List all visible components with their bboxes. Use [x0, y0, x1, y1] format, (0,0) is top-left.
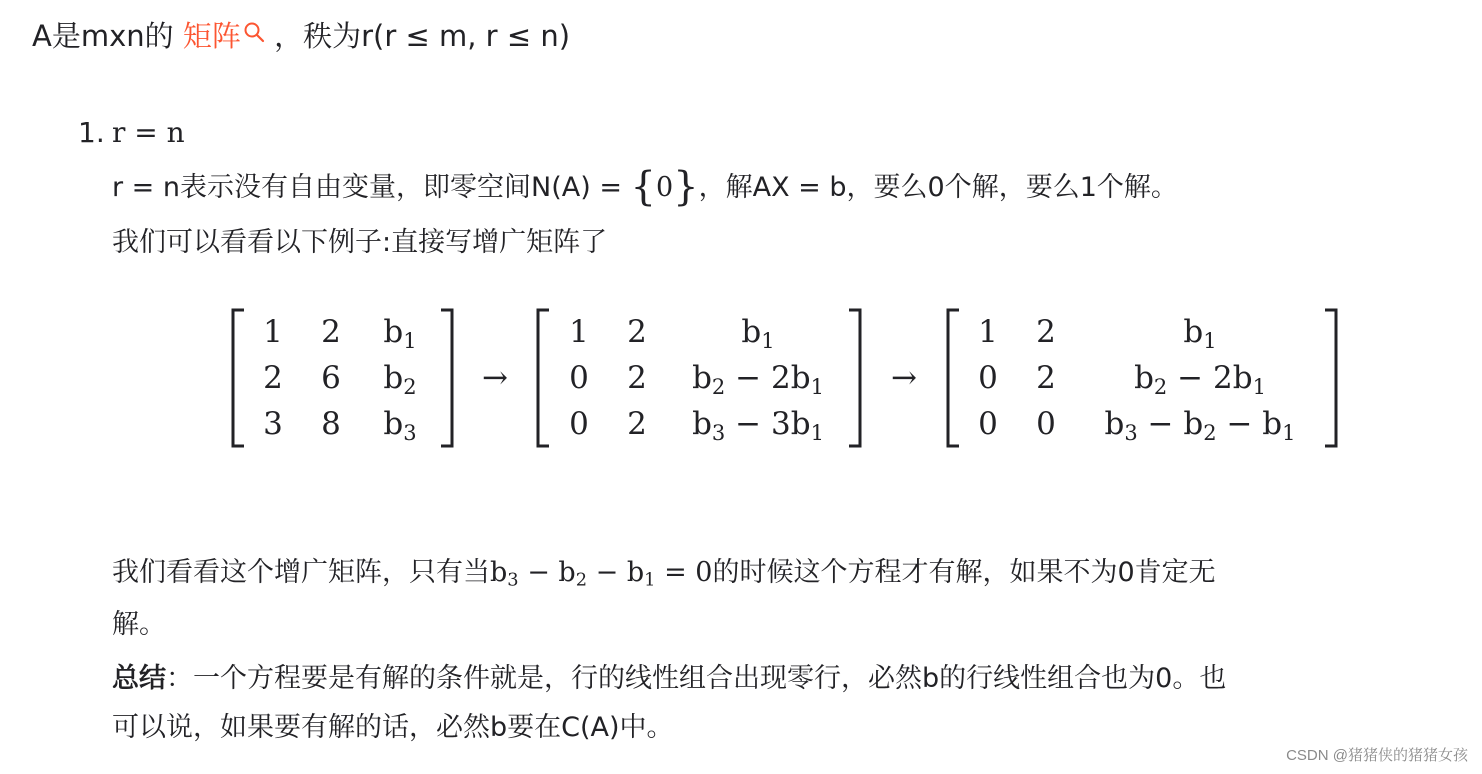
- matrix2-cell-r2c1: 0: [569, 360, 589, 396]
- arrow-1: →: [482, 360, 508, 396]
- para3-text-a: 我们看看这个增广矩阵，只有当: [112, 557, 490, 588]
- matrix2-cell-r3c2: 2: [627, 406, 647, 442]
- matrix1-cell-r1c3: b1: [383, 314, 417, 353]
- para3-text-b: 的时候这个方程才有解，如果不为0肯定无: [712, 557, 1216, 588]
- paragraph-condition-line1: [112, 550, 1216, 589]
- para1-text-a: r = n表示没有自由变量，即零空间N(A) =: [112, 172, 631, 203]
- matrix1-right-bracket: [441, 310, 452, 446]
- summary-text-a: ：一个方程要是有解的条件就是，行的线性组合出现零行，必然b的行线性组合也为0。也: [166, 663, 1227, 694]
- matrix1-cell-r3c2: 8: [321, 406, 341, 442]
- matrix3-left-bracket: [948, 310, 959, 446]
- matrix1-cell-r3c3: b3: [383, 406, 417, 445]
- matrix2-left-bracket: [538, 310, 549, 446]
- matrix1-left-bracket: [233, 310, 244, 446]
- set-zero: 0: [655, 172, 674, 203]
- intro-line: [32, 14, 570, 55]
- matrix1-cell-r1c2: 2: [321, 314, 341, 350]
- matrix1-cell-r3c1: 3: [263, 406, 283, 442]
- matrix3-cell-r1c2: 2: [1036, 314, 1056, 350]
- matrix3-cell-r2c3: b2 − 2b1: [1134, 360, 1266, 399]
- intro-suffix: ，秩为r(r ≤ m, r ≤ n): [274, 19, 571, 53]
- paragraph-null-space: [112, 164, 1178, 210]
- intro-prefix: A是mxn的: [32, 19, 174, 53]
- matrix2-cell-r1c3: b1: [741, 314, 775, 353]
- matrix2-cell-r3c3: b3 − 3b1: [692, 406, 824, 445]
- search-icon[interactable]: [243, 16, 265, 50]
- matrix3-cell-r2c1: 0: [978, 360, 998, 396]
- solvability-condition: $b_3 - b_2 - b_1 = 0$: [490, 557, 713, 591]
- matrix3-cell-r3c3: b3 − b2 − b1: [1104, 406, 1296, 445]
- summary-label: 总结: [112, 663, 166, 694]
- matrix1-cell-r2c3: b2: [383, 360, 417, 399]
- para1-text-b: ，解AX = b，要么0个解，要么1个解。: [698, 172, 1178, 203]
- matrix2-cell-r1c2: 2: [627, 314, 647, 350]
- matrix2-cell-r1c1: 1: [569, 314, 589, 350]
- list-heading: r = n: [112, 116, 185, 149]
- arrow-2: →: [891, 360, 917, 396]
- matrix1-cell-r1c1: 1: [263, 314, 283, 350]
- matrix2-cell-r3c1: 0: [569, 406, 589, 442]
- watermark: CSDN @猪猪侠的猪猪女孩: [1286, 747, 1468, 764]
- matrix3-cell-r2c2: 2: [1036, 360, 1056, 396]
- paragraph-condition-line2: 解。: [112, 609, 166, 640]
- matrix3-cell-r1c3: b1: [1183, 314, 1217, 353]
- matrix2-cell-r2c2: 2: [627, 360, 647, 396]
- matrix2-cell-r2c3: b2 − 2b1: [692, 360, 824, 399]
- matrix-link[interactable]: 矩阵: [182, 19, 241, 53]
- list-number: 1.: [78, 116, 105, 149]
- paragraph-example-intro: 我们可以看看以下例子:直接写增广矩阵了: [112, 227, 608, 258]
- matrix3-right-bracket: [1325, 310, 1336, 446]
- matrix3-cell-r1c1: 1: [978, 314, 998, 350]
- augmented-matrices: [0, 300, 1482, 460]
- matrix1-cell-r2c1: 2: [263, 360, 283, 396]
- summary-line2: 可以说，如果要有解的话，必然b要在C(A)中。: [112, 712, 674, 743]
- matrix2-right-bracket: [849, 310, 860, 446]
- matrix3-cell-r3c1: 0: [978, 406, 998, 442]
- matrix3-cell-r3c2: 0: [1036, 406, 1056, 442]
- set-brace-close: }: [673, 164, 699, 210]
- set-brace-open: {: [630, 164, 656, 210]
- matrix1-cell-r2c2: 6: [321, 360, 341, 396]
- summary-line1: [112, 656, 1226, 695]
